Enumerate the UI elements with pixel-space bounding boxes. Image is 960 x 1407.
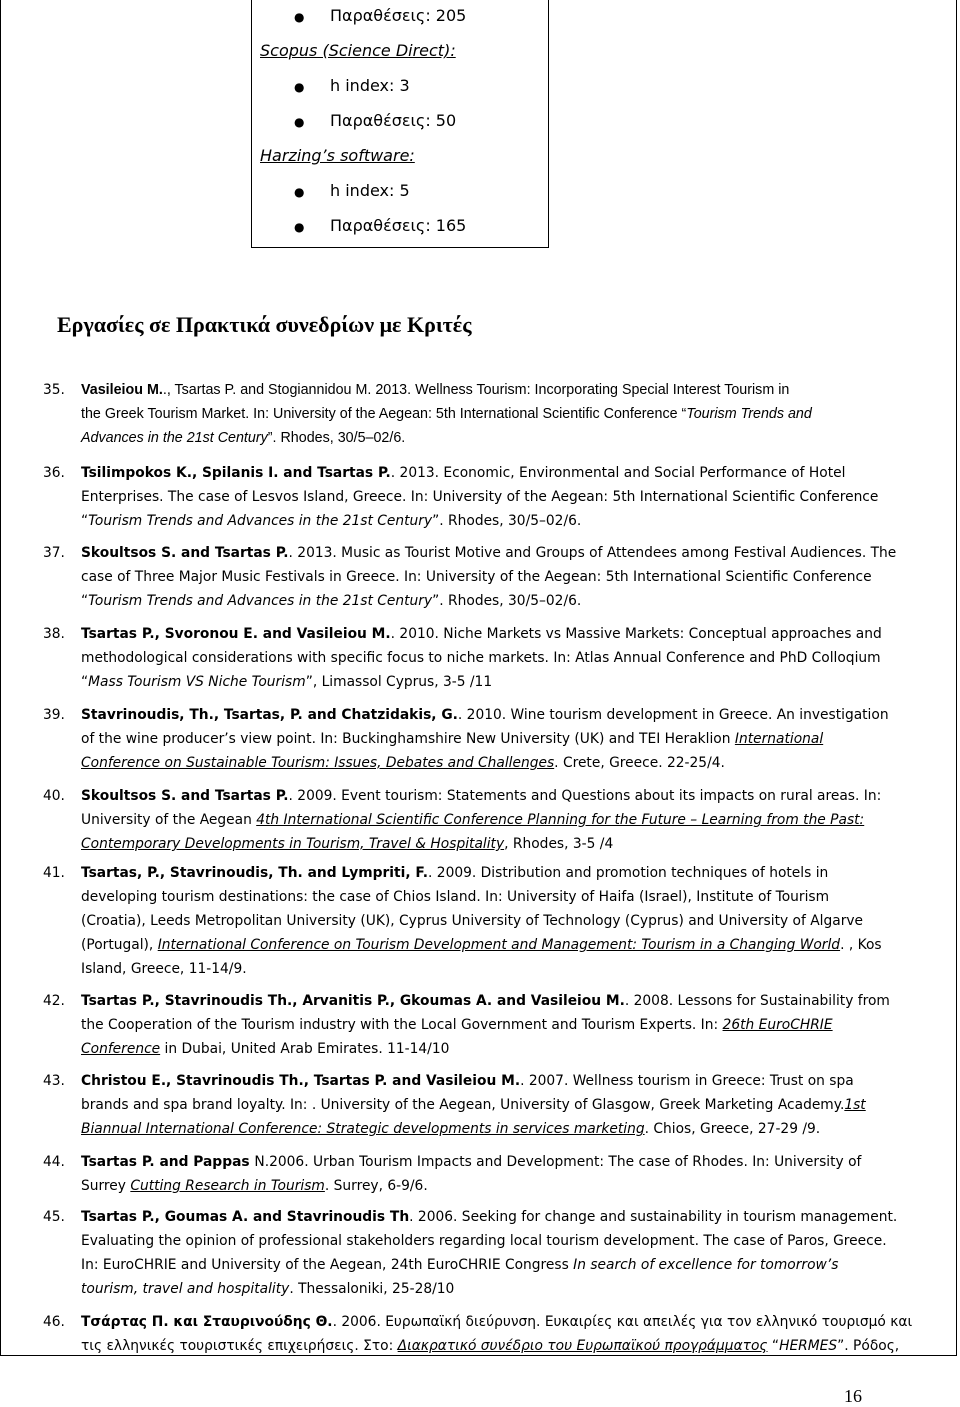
entry-line xyxy=(81,703,947,727)
entry-segment: 26th EuroCHRIE xyxy=(722,1017,833,1033)
entry-segment: ”. Rhodes, 30/5–02/6. xyxy=(432,513,582,529)
entry-segment: Surrey xyxy=(81,1178,131,1194)
entry-number: 43. xyxy=(43,1073,65,1089)
entry-segment: Tsartas P., Goumas A. and Stavrinoudis Th xyxy=(81,1209,410,1225)
entry-line xyxy=(81,378,947,402)
entry-text xyxy=(81,784,947,856)
entry-segment: . 2009. Distribution and promotion techniques of hotels in xyxy=(428,865,829,881)
entry-segment: Tsartas P., Svoronou E. and Vasileiou M. xyxy=(81,626,391,642)
entry-number: 45. xyxy=(43,1209,65,1225)
entry-text xyxy=(81,1069,947,1141)
entry-line xyxy=(81,784,947,808)
entry-segment: Advances in the 21st Century xyxy=(81,430,268,446)
entry-segment: (Croatia), Leeds Metropolitan University (UK), Cyprus University of Technology (Cyprus) and University of Algarve xyxy=(81,913,864,929)
entry-segment: Cutting Research in Tourism xyxy=(130,1178,325,1194)
bullet-icon: ● xyxy=(294,220,305,234)
entry-line xyxy=(81,461,947,485)
entry-segment: N.2006. Urban Tourism Impacts and Development: The case of Rhodes. In: University of xyxy=(254,1154,862,1170)
entry-segment: of the wine producer’s view point. In: Buckinghamshire New University (UK) and TEI Heraklion xyxy=(81,731,735,747)
entry-line xyxy=(81,541,947,565)
entry-segment: . 2010. Wine tourism development in Greece. An investigation xyxy=(457,707,889,723)
entry-segment: HERMES xyxy=(779,1338,838,1354)
entry-line xyxy=(81,957,947,981)
entry-line xyxy=(81,989,947,1013)
index-source-heading: Harzing’s software: xyxy=(260,146,415,165)
entry-line xyxy=(81,1334,947,1358)
entry-text xyxy=(81,989,947,1061)
entry-segment: In: EuroCHRIE and University of the Aegean, 24th EuroCHRIE Congress xyxy=(81,1257,574,1273)
entry-line xyxy=(81,861,947,885)
entry-line xyxy=(81,727,947,751)
entry-segment: 2013. Wellness Tourism: Incorporating Special Interest Tourism in xyxy=(375,382,790,398)
entry-segment: Tsartas P. and Pappas xyxy=(81,1154,255,1170)
entry-text xyxy=(81,378,947,450)
entry-number: 36. xyxy=(43,465,65,481)
entry-number: 35. xyxy=(43,382,65,398)
index-source-heading: Scopus (Science Direct): xyxy=(260,41,456,60)
entry-segment: tourism, travel and hospitality xyxy=(81,1281,290,1297)
entry-line xyxy=(81,1117,947,1141)
entry-line xyxy=(81,1093,947,1117)
entry-segment: Conference on Sustainable Tourism: Issues, Debates and Challenges xyxy=(81,755,555,771)
entry-line xyxy=(81,1150,947,1174)
entry-segment: . Surrey, 6-9/6. xyxy=(324,1178,428,1194)
entry-segment: . 2007. Wellness tourism in Greece: Trust on spa xyxy=(520,1073,854,1089)
entry-segment: Τσάρτας Π. και Σταυρινούδης Θ. xyxy=(81,1314,333,1330)
entry-segment: ”. Rhodes, 30/5–02/6. xyxy=(267,430,406,446)
entry-text xyxy=(81,541,947,613)
entry-text xyxy=(81,1150,947,1198)
entry-segment: Christou E., Stavrinoudis Th., Tsartas P. and Vasileiou M. xyxy=(81,1073,521,1089)
entry-line xyxy=(81,1013,947,1037)
entry-number: 44. xyxy=(43,1154,65,1170)
entry-line xyxy=(81,933,947,957)
entry-line xyxy=(81,1205,947,1229)
entry-segment: ”, Limassol Cyprus, 3-5 /11 xyxy=(305,674,493,690)
entry-number: 38. xyxy=(43,626,65,642)
entry-line xyxy=(81,1069,947,1093)
index-item: h index: 3 xyxy=(330,76,410,95)
entry-segment: University of the Aegean xyxy=(81,812,257,828)
entry-segment: Διακρατικό συνέδριο του Ευρωπαϊκού προγράμματος xyxy=(397,1338,768,1354)
entry-segment: . Thessaloniki, 25-28/10 xyxy=(289,1281,455,1297)
entry-line xyxy=(81,646,947,670)
entry-line xyxy=(81,1277,947,1301)
entry-segment: Tsilimpokos K., Spilanis I. and Tsartas P. xyxy=(81,465,391,481)
entry-segment: . 2009. Event tourism: Statements and Questions about its impacts on rural areas. In: xyxy=(288,788,882,804)
entry-segment: Tourism Trends and xyxy=(686,406,812,422)
entry-line xyxy=(81,402,947,426)
entry-line xyxy=(81,808,947,832)
entry-segment: . Crete, Greece. 22-25/4. xyxy=(554,755,725,771)
entry-line xyxy=(81,1253,947,1277)
entry-line xyxy=(81,909,947,933)
entry-line xyxy=(81,1310,947,1334)
entry-line xyxy=(81,565,947,589)
entry-number: 39. xyxy=(43,707,65,723)
entry-segment: . 2013. Music as Tourist Motive and Groups of Attendees among Festival Audiences. The xyxy=(288,545,897,561)
entry-line xyxy=(81,426,947,450)
entry-text xyxy=(81,703,947,775)
entry-text xyxy=(81,622,947,694)
entry-line xyxy=(81,622,947,646)
entry-segment: Conference xyxy=(81,1041,161,1057)
entry-segment: “ xyxy=(81,593,89,609)
entry-line xyxy=(81,751,947,775)
entry-segment: Stavrinoudis, Th., Tsartas, P. and Chatzidakis, G. xyxy=(81,707,458,723)
entry-text xyxy=(81,1205,947,1301)
entry-segment: . 2006. Ευρωπαϊκή διεύρυνση. Ευκαιρίες και απειλές για τον ελληνικό τουρισμό και xyxy=(332,1314,913,1330)
entry-segment: Tourism Trends and Advances in the 21st Century xyxy=(88,513,433,529)
entry-segment: “ xyxy=(81,674,89,690)
entry-segment: Skoultsos S. and Tsartas P. xyxy=(81,545,289,561)
entry-segment: ., Tsartas P. and Stogiannidou M. xyxy=(162,382,376,398)
entry-segment: Enterprises. The case of Lesvos Island, Greece. In: University of the Aegean: 5th International Scientific Conference xyxy=(81,489,879,505)
entry-segment: Evaluating the opinion of professional stakeholders regarding local tourism development. The case of Paros, Greece. xyxy=(81,1233,887,1249)
entry-segment: the Greek Tourism Market. In: University of the Aegean: 5th International Scientific Conference “ xyxy=(81,406,687,422)
entry-number: 40. xyxy=(43,788,65,804)
entry-text xyxy=(81,1310,947,1358)
entry-segment: , Rhodes, 3-5 /4 xyxy=(504,836,614,852)
entry-segment: Contemporary Developments in Tourism, Travel & Hospitality xyxy=(81,836,505,852)
entry-segment: . 2006. Seeking for change and sustainability in tourism management. xyxy=(409,1209,898,1225)
entry-segment: . 2010. Niche Markets vs Massive Markets: Conceptual approaches and xyxy=(390,626,882,642)
citation-index-box xyxy=(251,0,549,248)
entry-segment: 4th International Scientific Conference Planning for the Future – Learning from the Past: xyxy=(256,812,865,828)
bullet-icon: ● xyxy=(294,185,305,199)
entry-line xyxy=(81,1037,947,1061)
entry-segment: “ xyxy=(81,513,89,529)
page-number: 16 xyxy=(844,1386,862,1406)
entry-text xyxy=(81,861,947,981)
entry-segment: “ xyxy=(767,1338,780,1354)
index-item: h index: 5 xyxy=(330,181,410,200)
entry-segment: . , Kos xyxy=(840,937,882,953)
entry-segment: Island, Greece, 11-14/9. xyxy=(81,961,247,977)
entry-segment: case of Three Major Music Festivals in Greece. In: University of the Aegean: 5th International Scientific Conference xyxy=(81,569,872,585)
entry-segment: . 2008. Lessons for Sustainability from xyxy=(624,993,890,1009)
entry-number: 42. xyxy=(43,993,65,1009)
entry-line xyxy=(81,1174,947,1198)
entry-segment: Tsartas, P., Stavrinoudis, Th. and Lympriti, F. xyxy=(81,865,429,881)
bullet-icon: ● xyxy=(294,115,305,129)
index-item: Παραθέσεις: 50 xyxy=(330,111,457,130)
entry-segment: 1st xyxy=(844,1097,866,1113)
entry-line xyxy=(81,670,947,694)
entry-text xyxy=(81,461,947,533)
entry-segment: τις ελληνικές τουριστικές επιχειρήσεις. Στο: xyxy=(81,1338,398,1354)
entry-segment: Tsartas P., Stavrinoudis Th., Arvanitis P., Gkoumas A. and Vasileiou M. xyxy=(81,993,625,1009)
entry-segment: methodological considerations with specific focus to niche markets. In: Atlas Annual Conference and PhD Colloqium xyxy=(81,650,881,666)
entry-segment: Skoultsos S. and Tsartas P. xyxy=(81,788,289,804)
entry-segment: developing tourism destinations: the case of Chios Island. In: University of Haifa (Israel), Institute of Tourism xyxy=(81,889,830,905)
entry-segment: . Chios, Greece, 27-29 /9. xyxy=(644,1121,821,1137)
entry-line xyxy=(81,832,947,856)
entry-segment: (Portugal), xyxy=(81,937,158,953)
entry-segment: International xyxy=(734,731,824,747)
entry-number: 46. xyxy=(43,1314,65,1330)
entry-segment: Biannual International Conference: Strategic developments in services marketing xyxy=(81,1121,645,1137)
entry-segment: Mass Tourism VS Niche Tourism xyxy=(88,674,306,690)
entry-segment: International Conference on Tourism Development and Management: Tourism in a Changing World xyxy=(157,937,841,953)
entry-segment: ”. Rhodes, 30/5–02/6. xyxy=(432,593,582,609)
entry-line xyxy=(81,485,947,509)
entry-segment: the Cooperation of the Tourism industry with the Local Government and Tourism Experts. In: xyxy=(81,1017,723,1033)
entry-segment: ”. Ρόδος, xyxy=(837,1338,900,1354)
entry-segment: Tourism Trends and Advances in the 21st Century xyxy=(88,593,433,609)
index-item: Παραθέσεις: 165 xyxy=(330,216,467,235)
entry-line xyxy=(81,589,947,613)
entry-number: 41. xyxy=(43,865,65,881)
entry-line xyxy=(81,1229,947,1253)
bullet-icon: ● xyxy=(294,10,305,24)
bullet-icon: ● xyxy=(294,80,305,94)
entry-segment: In search of excellence for tomorrow’s xyxy=(573,1257,839,1273)
entry-segment: brands and spa brand loyalty. In: . University of the Aegean, University of Glasgow, Greek Marketing Academy. xyxy=(81,1097,845,1113)
entry-segment: Vasileiou M. xyxy=(81,382,163,398)
section-heading: Εργασίες σε Πρακτικά συνεδρίων με Κριτές xyxy=(57,312,472,337)
entry-segment: . 2013. Economic, Environmental and Social Performance of Hotel xyxy=(390,465,846,481)
entry-line xyxy=(81,509,947,533)
index-item: Παραθέσεις: 205 xyxy=(330,6,467,25)
entry-segment: in Dubai, United Arab Emirates. 11-14/10 xyxy=(160,1041,450,1057)
entry-line xyxy=(81,885,947,909)
entry-number: 37. xyxy=(43,545,65,561)
